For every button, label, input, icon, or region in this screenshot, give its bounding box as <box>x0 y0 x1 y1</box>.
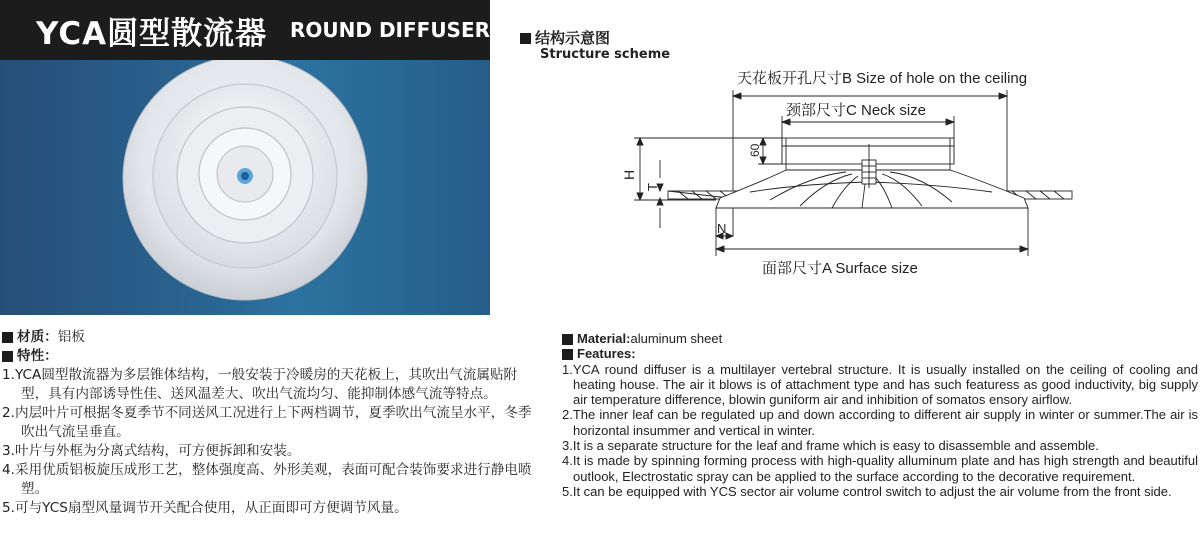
surface-size-label: 面部尺寸A Surface size <box>762 260 918 277</box>
feature-item-cn: 2.内层叶片可根据冬夏季节不同送风工况进行上下两档调节，夏季吹出气流呈水平，冬季吹出气流呈垂直。 <box>2 405 532 440</box>
feature-item-en: 1.YCA round diffuser is a multilayer vertebral structure. It is usually installed on the ceiling of cooling and heating house. The air it blows is of attachment type and has such featuress as good inductivity, big supply air temperature difference, blowin guniform air and inhibition of somatos ensory airflow. <box>562 361 1198 408</box>
header-bar <box>0 0 490 60</box>
structure-heading: 结构示意图 <box>520 27 610 48</box>
dim-60-label: 60 <box>748 143 762 157</box>
feature-item-en: 5.It can be equipped with YCS sector air volume control switch to adjust the air volume from the front side. <box>562 483 1172 499</box>
bullet-square-icon <box>2 332 13 343</box>
feature-item-en: 2.The inner leaf can be regulated up and down according to different air supply in winter or summer.The air is horizontal insummer and vertical in winter. <box>562 407 1198 438</box>
feature-item-cn: 4.采用优质铝板旋压成形工艺，整体强度高、外形美观，表面可配合装饰要求进行静电喷塑。 <box>2 462 532 497</box>
round-diffuser-image <box>0 60 490 315</box>
description-en <box>562 331 1198 499</box>
structure-diagram <box>600 60 1100 285</box>
feature-item-en: 4.It is made by spinning forming process with high-quality alluminum plate and has high strength and beautiful outlook, Electrostatic spray can be applied to the surface according to the decorative requirement. <box>562 453 1198 484</box>
feature-item-cn: 5.可与YCS扇型风量调节开关配合使用，从正面即可方便调节风量。 <box>2 500 408 516</box>
feature-item-cn: 1.YCA圆型散流器为多层锥体结构，一般安装于冷暖房的天花板上，其吹出气流属贴附型，具有内部诱导性佳、送风温差大、吹出气流均匀、能抑制体感气流等特点。 <box>2 367 518 402</box>
product-title-cn: YCA圆型散流器 <box>36 16 268 52</box>
description-cn <box>2 328 532 518</box>
material-row-en: Material:aluminum sheet <box>562 331 1198 346</box>
bullet-square-icon <box>520 33 531 44</box>
bullet-square-icon <box>562 334 573 345</box>
product-photo <box>0 60 490 315</box>
dim-h-label: H <box>621 169 637 180</box>
structure-subheading: Structure scheme <box>540 47 671 62</box>
hole-size-label: 天花板开孔尺寸B Size of hole on the ceiling <box>737 70 1028 87</box>
product-title-en: ROUND DIFFUSER <box>290 18 491 42</box>
bullet-square-icon <box>2 351 13 362</box>
feature-item-cn: 3.叶片与外框为分离式结构，可方便拆卸和安装。 <box>2 443 301 459</box>
neck-size-label: 颈部尺寸C Neck size <box>786 102 927 119</box>
features-heading-cn: 特性： <box>2 347 532 366</box>
dim-t-label: T <box>645 183 660 191</box>
bullet-square-icon <box>562 349 573 360</box>
feature-item-en: 3.It is a separate structure for the leaf and frame which is easy to disassemble and assemble. <box>562 438 1099 454</box>
material-row-cn: 材质：铝板 <box>2 328 532 347</box>
features-heading-en: Features: <box>562 346 1198 361</box>
dim-n-label: N <box>717 221 727 236</box>
